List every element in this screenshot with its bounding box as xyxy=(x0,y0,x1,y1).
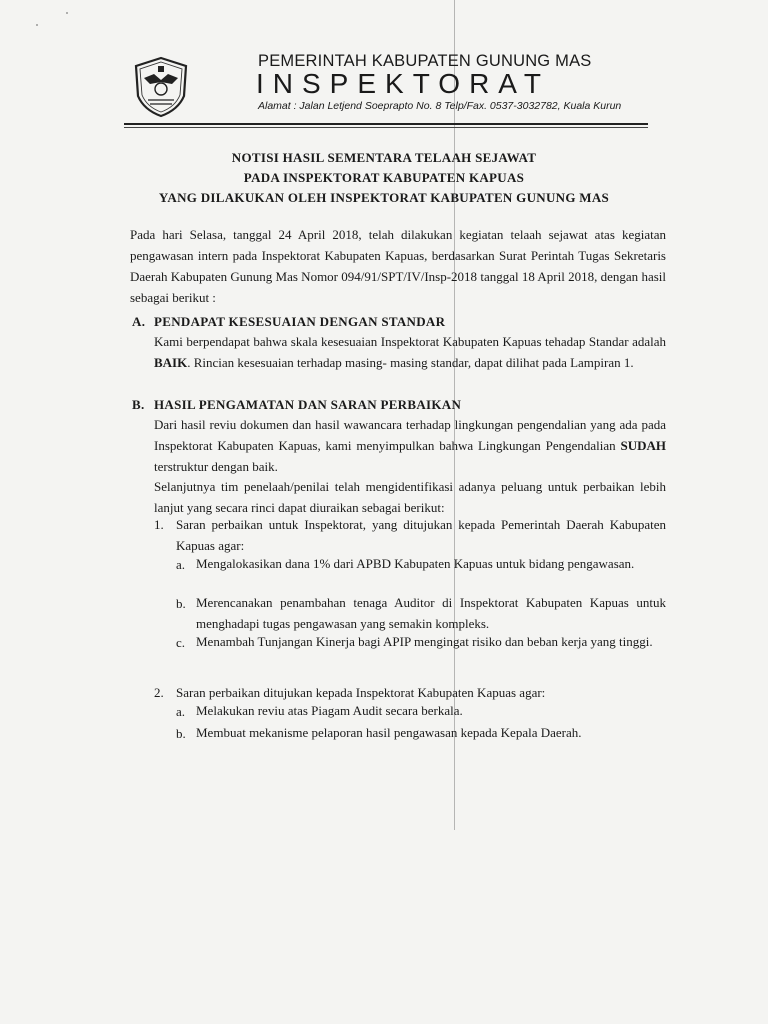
list-item-text: Saran perbaikan untuk Inspektorat, yang ditujukan kepada Pemerintah Daerah Kabupaten Kapuas agar: xyxy=(176,517,666,553)
section-b-text: Dari hasil reviu dokumen dan hasil wawancara terhadap lingkungan pengendalian yang ada pada Inspektorat Kabupaten Kapuas, kami menyimpulkan bahwa Lingkungan Pengendalian xyxy=(154,417,666,453)
letterhead-rule xyxy=(124,123,648,125)
sub-item-letter: b. xyxy=(176,596,186,611)
control-environment-status: SUDAH xyxy=(620,438,666,453)
scan-speck xyxy=(36,24,38,26)
section-a-label: A. xyxy=(132,314,146,329)
intro-paragraph: Pada hari Selasa, tanggal 24 April 2018, telah dilakukan kegiatan telaah sejawat atas kegiatan pengawasan intern pada Inspektorat Kabupaten Kapuas, berdasarkan Surat Perintah Tugas Sekretaris Daerah Kabupaten Gunung Mas Nomor 094/91/SPT/IV/Insp-2018 tanggal 18 April 2018, dengan hasil sebagai berikut : xyxy=(130,227,666,305)
letterhead-rule-thin xyxy=(124,127,648,128)
section-b-heading: HASIL PENGAMATAN DAN SARAN PERBAIKAN xyxy=(154,397,462,412)
section-b-text-end: terstruktur dengan baik. xyxy=(154,459,278,474)
section-b-paragraph-1 xyxy=(154,414,666,477)
sub-item-text: Membuat mekanisme pelaporan hasil pengawasan kepada Kepala Daerah. xyxy=(196,725,582,740)
letterhead-institution: INSPEKTORAT xyxy=(256,68,551,99)
section-a-text: Kami berpendapat bahwa skala kesesuaian Inspektorat Kabupaten Kapuas tehadap Standar adalah xyxy=(154,334,666,349)
letterhead-government: PEMERINTAH KABUPATEN GUNUNG MAS xyxy=(258,52,592,70)
list-item-number: 2. xyxy=(154,685,164,700)
section-b-label: B. xyxy=(132,397,145,412)
section-b-paragraph-2: Selanjutnya tim penelaah/penilai telah mengidentifikasi adanya peluang untuk perbaikan lebih lanjut yang secara rinci dapat diuraikan sebagai berikut: xyxy=(154,479,666,515)
list-item-number: 1. xyxy=(154,517,164,532)
sub-item-letter: c. xyxy=(176,635,186,650)
sub-item-text: Melakukan reviu atas Piagam Audit secara berkala. xyxy=(196,703,463,718)
section-a-text-end: . Rincian kesesuaian terhadap masing- masing standar, dapat dilihat pada Lampiran 1. xyxy=(187,355,634,370)
letterhead-address: Alamat : Jalan Letjend Soeprapto No. 8 Telp/Fax. 0537-3032782, Kuala Kurun xyxy=(258,100,622,112)
section-a-heading: PENDAPAT KESESUAIAN DENGAN STANDAR xyxy=(154,314,446,329)
regency-emblem-icon xyxy=(132,56,190,118)
sub-item-letter: b. xyxy=(176,726,186,741)
sub-item-letter: a. xyxy=(176,704,186,719)
conformity-rating: BAIK xyxy=(154,355,188,370)
sub-item-text: Menambah Tunjangan Kinerja bagi APIP mengingat risiko dan beban kerja yang tinggi. xyxy=(196,634,653,649)
section-a-body xyxy=(154,331,666,373)
sub-item-text: Mengalokasikan dana 1% dari APBD Kabupaten Kapuas untuk bidang pengawasan. xyxy=(196,556,635,571)
title-line-2: PADA INSPEKTORAT KABUPATEN KAPUAS xyxy=(243,170,525,185)
scan-speck xyxy=(66,12,68,14)
sub-item-letter: a. xyxy=(176,557,186,572)
sub-item-text: Merencanakan penambahan tenaga Auditor di Inspektorat Kabupaten Kapuas untuk menghadapi tugas pengawasan yang semakin kompleks. xyxy=(196,595,666,631)
title-line-1: NOTISI HASIL SEMENTARA TELAAH SEJAWAT xyxy=(231,150,537,165)
list-item-text: Saran perbaikan ditujukan kepada Inspektorat Kabupaten Kapuas agar: xyxy=(176,685,546,700)
title-line-3: YANG DILAKUKAN OLEH INSPEKTORAT KABUPATEN GUNUNG MAS xyxy=(158,190,610,205)
